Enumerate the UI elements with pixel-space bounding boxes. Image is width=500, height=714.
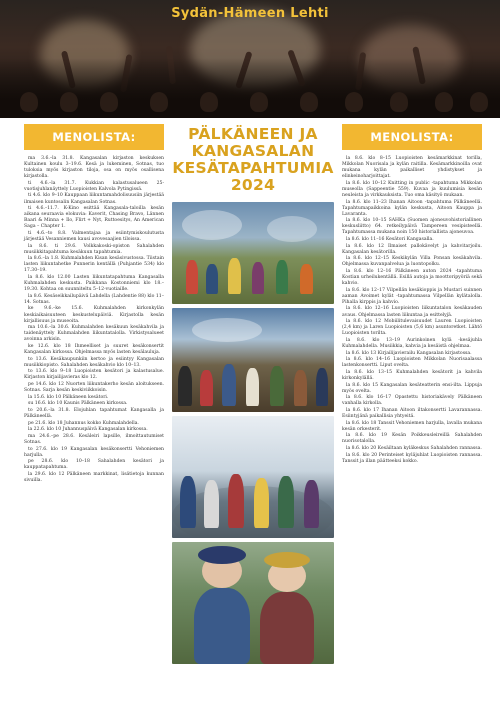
list-item: la 8.6. klo 13–15 Kuhmalahden kesätorit ja kahvila kirkonkylällä. (342, 369, 482, 381)
list-item: la 8.6. klo 12 Mobiilitulevaisuudet Lauren Luopioisten (2,4 km) ja Laren Luopioisten (5,6 km) asuntoretket. Lähtö Luopioisten torilta. (342, 319, 482, 337)
list-item: la 8.6. klo 10–12 Knitting in public -tapahtuma Mikkolan museolla (Sappeentie 559). Kuvaa ja kuulumisia kesän neuleista ja virkkauksista. Tuo oma käsityö mukaan. (342, 180, 482, 198)
list-item: la 8.6. klo 15 Kangasalan kesäteatterin ensi-ilta. Lippuja myös ovelta. (342, 382, 482, 394)
list-item: to 13.6. Kesäkaupunkiin kertoo ja esiintyy Kangasalan musiikkiopisto. Sahalahden kesäkahvio klo 10–13. (24, 356, 164, 368)
list-item: ma 3.6.–la 31.8. Kangasalan kirjaston keskuksen Kultainen koulu 3–19.6. Kesä ja lukeminen, Sotnas, tuo tuloksia myös kirjaston tiloja, osa on myös osallisena kirjastolla. (24, 156, 164, 180)
list-item: la 8.6. klo 19 Kesän Poikkeusleireillä Sahalahden nuorisotalolla. (342, 433, 482, 445)
list-item: ke 12.6. klo 18 Ihmeelliset ja suuret kesäkonsertit Kangasalan kirkossa. Ohjelmassa myös lasten kesälauluja. (24, 343, 164, 355)
right-listing-text (342, 156, 482, 465)
list-item: la 8.6. klo 11–23 Ihanan Aitoon -tapahtuma Pälkäneellä. Tapahtumapaikkoina kylän keskusta, Aitoon Kauppa ja Lavaranta. (342, 199, 482, 217)
list-item: la 8.6. klo 16–17 Opastettu historiakävely Pälkäneen vanhalla kirkolla. (342, 395, 482, 407)
list-item: la 8.6. klo 18 Tanssit Vehoniemen harjulla, lavalla mukana kesän orkesterit. (342, 420, 482, 432)
list-item: la 8.6. Kesäseikkailupäivä Lahdella (Lahdentie 88) klo 11–14. Sotnas. (24, 293, 164, 305)
masthead-logo: Sydän-Hämeen Lehti (171, 6, 329, 21)
list-item: ma 10.6.–la 30.6. Kuhmalahden kesäkuun kesäkahvila ja taidenäyttely Kuhmalahden liikuntatalolla. Virkistysalueet avoinna arkisin. (24, 325, 164, 343)
list-item: ti 4.6. klo 9–10 Kauppaan liikuntamahdolisuusiin järjestää ilmaisen kuntosalin Kangasalan Sotnas. (24, 193, 164, 205)
list-item: pe 28.6. klo 10–18 Sahalahden kesätori ja kauppatapahtuma. (24, 459, 164, 471)
list-item: la 8.6. klo 8–15 Luopioisten kesämarkkinat torilla, Mikkolan Nuorisala ja kylän raitilla. Kesämarkkinoilla ovat mukana kylän paikalliset yhdistykset ja elinkeinoharjoittajat. (342, 156, 482, 180)
list-item: la 8.6. klo 12–17 Vilpellän kesäkioppis ja Mustari suinnen aaman Avoimet kylät -tapahtumassa Vilpellän kylätalolla. Pihalla kirppis ja kahvio. (342, 287, 482, 305)
list-item: la 8.6. klo 12.00 Lasten liikuntatapahtuma Kangasalla Kuhmalahden keskusta. Paikkana Kostonniemi klo 18.–19.30. Kohtaa on suunniteltu 5–12-vuotiaille. (24, 275, 164, 293)
list-item: la 22.6. klo 10 Juhannuspäivä Kangasalan kirkossa. (28, 427, 148, 433)
section-heading-left: MENOLISTA: (24, 124, 164, 150)
photo-street-parade (172, 416, 334, 538)
list-item: la 8.6. ti 29.6. Volkkakoski-opiston Sahalahden musiikkitapahtuma kesäkuun tapahtumia. (24, 243, 164, 255)
list-item: la 15.6. klo 10 Pälkäneen kesätori. (28, 394, 109, 400)
list-item: la 8.6. klo 12–16 Luopioisten liikuntatalon kesäkauden avaus. Ohjelmassa lasten liikuntaa ja esittelyjä. (342, 306, 482, 318)
list-item: la 8.6. klo 10–15 SAHKa (Suomen ajoneuvohistoriallinen keskusliitto) 64. retkeilypäivä Tampereen vesipisteellä. Tapahtumassa mukana noin 150 historiallista ajoneuvoa. (342, 218, 482, 236)
left-event-list (24, 124, 164, 485)
list-item: la 29.6. klo 12 Pälkäneen markkinat, lisätietoja kunnan sivuilla. (24, 472, 164, 484)
list-item: la 8.6. klo 17 Ihanan Aitoon iltakonsertti Lavarannassa. Esiintyjänä paikallisia yhtyeitä. (342, 407, 482, 420)
list-item: la 8.6. klo 12–16 Pälkäneen auton 2024 -tapahtuma Kostian urheilukentällä. Esillä autoja ja moottoripyöriä sekä kahvio. (342, 269, 482, 287)
list-item: ti 4.6.–to 8.8. Valmentajaa ja esiintymiskoulutusta järjestää Vesanniemen kausi avovesaajien tiloissa. (24, 230, 164, 242)
list-item: su 16.6. klo 10 Kaunis Pälkäneen kirkossa. (28, 401, 128, 407)
feature-column (172, 124, 334, 664)
list-item: ti 4.6.–11.7. K-Kino esittää Kangasala-taloilla kesän aikana seuraavia elokuvia: Kaverit, Chasing Bravo, Lännen Baari & Minna + Ilo, Flirt + Nyt, Ruttoesitys, An American Saga – Chapter 1. (24, 206, 164, 230)
list-item: ti 4.6.–la 31.7. Kukkian kalastusalueen 25-vuotisjuhlanäyttely Luopioisten Kalvola Pytingissä. (24, 180, 164, 192)
list-item: la 8.6. klo 12 Ilmaiset pallokävelyt ja kahvitarjoilu. Kangasalan kesätorilla. (342, 243, 482, 255)
list-item: la 8.6.–la 1.8. Kuhmalahden Kisan kesäsivustossa. Tiistain lasten liikuntahetke Punnerin kentällä (Puhjantie 534) klo 17.30–19. (24, 256, 164, 274)
list-item: la 8.6. klo 11–16 Kesätori Kangasalla. (346, 236, 434, 242)
photo-children-with-hats (172, 542, 334, 664)
list-item: ke 9.6.–ke 15.6. Kuhmalahden kirkonkylän keskiaikaisuuteen keskustelupäiviä. Kirjastolla kesän kirjallisuus ja museoita. (24, 306, 164, 324)
list-item: to 20.6.–la 31.8. Elojuhlan tapahtumat Kangasalla ja Pälkäneellä. (24, 407, 164, 420)
list-item: la 8.6. klo 20 Kesäiltaan kyläkeskus Sahalahden rannassa. (346, 446, 482, 452)
list-item: la 8.6. klo 14–16 Luopioisten Mikkolan Nuorisaalassa lastenkonsertti. Liput ovelta. (342, 357, 482, 369)
list-item: ma 24.6.–pe 28.6. Kesäleiri lapsille, ilmoittautumiset Sotnas. (24, 433, 164, 445)
list-item: la 8.6. klo 13–19 Aurinkoinen kylä -kesäjuhla Kuhmalahdella. Musiikkia, kahvia ja kesäistä ohjelmaa. (342, 337, 482, 349)
left-listing-text (24, 156, 164, 484)
right-event-list (342, 124, 482, 465)
section-heading-right: MENOLISTA: (342, 124, 482, 150)
header-banner-photo (0, 0, 500, 118)
photo-outdoor-audience (172, 308, 334, 412)
list-item: la 8.6. klo 20 Perinteiset kyläjuhlat Luopioisten rannassa. Tanssit ja illan päätteeksi kokko. (342, 452, 482, 464)
list-item: to 13.6. klo 9–18 Luopioisten kesätori ja kalastusalue. Kirjaston kirjailijavieras klo 12. (24, 369, 164, 381)
page-title: PÄLKÄNEEN JA KANGASALAN KESÄTAPAHTUMIA 2024 (172, 125, 334, 194)
list-item: la 8.6. klo 13 Kirjailijavierailu Kangasalan kirjastossa. (346, 350, 472, 356)
list-item: pe 14.6. klo 12 Nuorten liikuntakerho kesän aloitukseen. Sotnas. Sarja kesän keskiviikkoisin. (24, 382, 164, 394)
list-item: pe 21.6. klo 18 Juhannus kokko Kuhmalahdella. (28, 420, 139, 426)
list-item: la 8.6. klo 12–15 Keskikylän Villa Ponsan kesäkahvila. Ohjelmassa kuvanpalvelua ja luontopolku. (342, 256, 482, 268)
list-item: to 27.6. klo 19 Kangasalan kesäkonsertti Vehoniemen harjulla. (24, 446, 164, 458)
photo-lakeside-festival (172, 202, 334, 304)
